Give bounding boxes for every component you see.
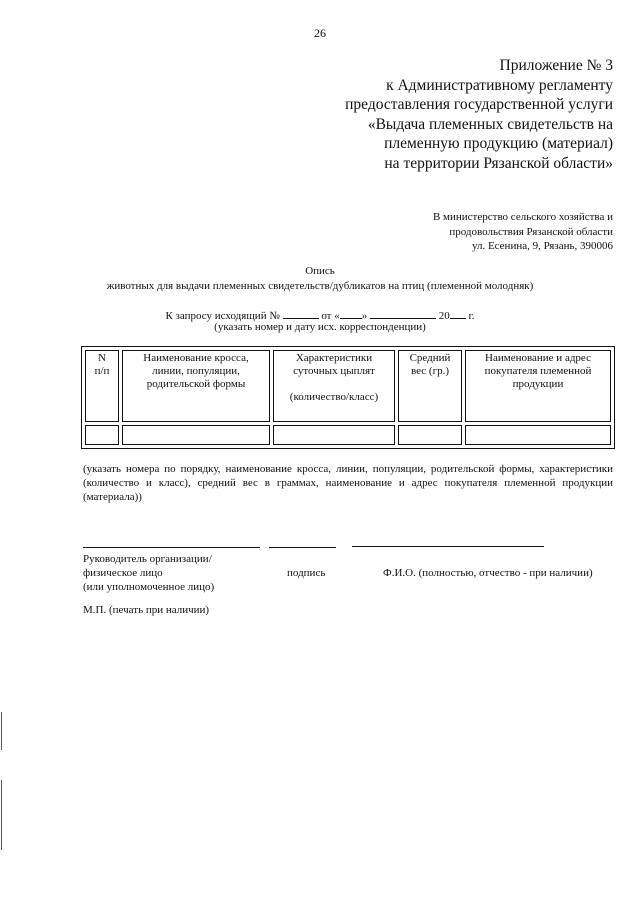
request-month-blank <box>370 308 436 319</box>
header-text: Средний <box>409 352 451 364</box>
addressee-line: В министерство сельского хозяйства и <box>432 211 613 223</box>
appendix-line: предоставления государственной услуги <box>345 96 613 113</box>
position-label <box>83 552 214 594</box>
request-quote-close: » <box>361 310 368 322</box>
header-text: линии, популяции, <box>152 365 240 377</box>
header-text: Наименование кросса, <box>143 352 249 364</box>
request-year-suffix: г. <box>468 310 475 322</box>
header-text: Характеристики <box>295 352 373 364</box>
header-cell-characteristics <box>273 350 395 422</box>
header-text: суточных цыплят <box>293 365 375 377</box>
inventory-table <box>81 346 615 449</box>
appendix-line: Приложение № 3 <box>499 57 613 74</box>
position-label-line: (или уполномоченное лицо) <box>83 581 215 593</box>
addressee-line: продовольствия Рязанской области <box>449 225 613 238</box>
document-title: Опись <box>305 265 335 277</box>
table-cell <box>273 425 395 445</box>
header-text: Наименование и адрес <box>485 352 591 364</box>
appendix-line: племенную продукцию (материал) <box>384 135 613 152</box>
request-year-blank <box>450 308 466 319</box>
full-name-label: Ф.И.О. (полностью, отчество - при наличии) <box>383 567 593 579</box>
header-text: продукции <box>512 378 564 390</box>
margin-mark <box>1 780 2 850</box>
header-cell-number <box>85 350 119 422</box>
signature-line <box>269 547 336 548</box>
table-cell <box>465 425 611 445</box>
header-text: п/п <box>94 365 110 377</box>
table-cell <box>122 425 270 445</box>
header-cell-buyer <box>465 350 611 422</box>
request-year-prefix: 20 <box>438 310 450 322</box>
table-cell <box>398 425 462 445</box>
fill-instructions: (указать номера по порядку, наименование кросса, линии, популяции, родительской формы, характеристики (количество и класс), средний вес в граммах, наименование и адрес покупателя племенной продукции (материала)) <box>83 463 613 503</box>
table-cell <box>85 425 119 445</box>
table-row <box>85 425 611 445</box>
position-label-line: Руководитель организации/ <box>83 553 212 565</box>
header-text: вес (гр.) <box>410 365 449 377</box>
request-from-label: от « <box>321 310 340 322</box>
document-subtitle: животных для выдачи племенных свидетельств/дубликатов на птиц (племенной молодняк) <box>106 280 534 292</box>
name-line <box>352 546 544 547</box>
position-label-line: физическое лицо <box>83 567 163 579</box>
header-text <box>276 378 392 391</box>
header-text: родительской формы <box>146 378 246 390</box>
appendix-line: на территории Рязанской области» <box>384 154 613 172</box>
addressee-block <box>433 210 613 254</box>
request-prefix: К запросу исходящий № <box>165 310 280 322</box>
appendix-header <box>345 56 613 173</box>
margin-mark <box>1 712 2 750</box>
header-text: (количество/класс) <box>289 391 379 403</box>
table-header-row <box>85 350 611 422</box>
page-number: 26 <box>314 26 326 40</box>
addressee-line: ул. Есенина, 9, Рязань, 390006 <box>471 240 613 252</box>
request-day-blank <box>340 308 362 319</box>
appendix-line: к Административному регламенту <box>386 76 613 94</box>
request-line <box>0 308 640 322</box>
header-cell-weight <box>398 350 462 422</box>
position-signature-line <box>83 547 260 548</box>
stamp-label: М.П. (печать при наличии) <box>83 604 210 616</box>
signature-label: подпись <box>287 567 326 579</box>
request-number-blank <box>283 308 319 319</box>
appendix-line: «Выдача племенных свидетельств на <box>367 115 613 133</box>
request-hint: (указать номер и дату исх. корреспонденции) <box>214 321 426 333</box>
header-cell-cross-name <box>122 350 270 422</box>
header-text: N <box>98 352 106 364</box>
header-text: покупателя племенной <box>484 365 592 377</box>
